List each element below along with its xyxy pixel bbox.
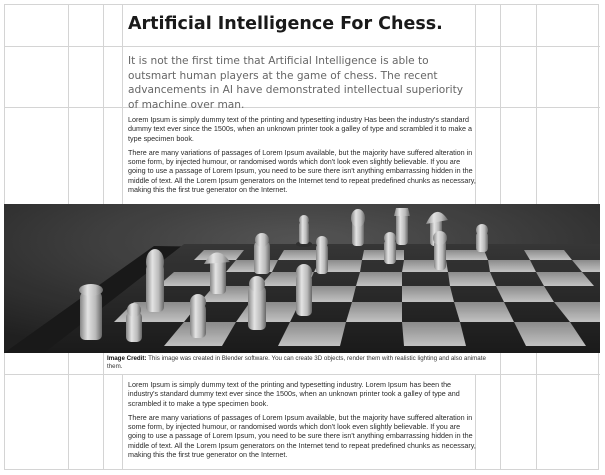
body-paragraph: There are many variations of passages of Lorem Ipsum available, but the majority have suffered alteration in some form, by injected humour, or randomised words which don't look even slightly believable. If you are going to use a passage of Lorem Ipsum, you need to be sure there isn't anything embarrassing hidden in the middle of text. All the Lorem Ipsum generators on the Internet tend to repeat predefined chunks as necessary, making this the first true generator on the Internet. bbox=[128, 412, 476, 460]
grid-line bbox=[536, 353, 537, 470]
grid-line bbox=[4, 46, 600, 47]
grid-line bbox=[68, 353, 69, 470]
caption-text: This image was created in Blender software. You can create 3D objects, render them with realistic lighting and also animate them. bbox=[107, 355, 486, 370]
caption-label: Image Credit: bbox=[107, 355, 147, 362]
grid-line bbox=[536, 4, 537, 204]
body-paragraph: Lorem Ipsum is simply dummy text of the printing and typesetting industry Has been the industry's standard dummy text ever since the 1500s, when an unknown printer took a galley of type and scrambled it to make a type specimen book. bbox=[128, 115, 472, 143]
body-section-2 bbox=[128, 380, 478, 464]
grid-line bbox=[500, 353, 501, 470]
grid-line bbox=[4, 374, 600, 375]
page-title: Artificial Intelligence For Chess. bbox=[128, 14, 443, 34]
chess-board-image bbox=[4, 204, 600, 353]
body-section-1 bbox=[128, 115, 478, 199]
body-paragraph: Lorem Ipsum is simply dummy text of the printing and typesetting industry. Lorem Ipsum has been the industry's standard dummy text ever since the 1500s, when an unknown printer took a galley of type and scrambled it to make a type specimen book. bbox=[128, 380, 460, 408]
grid-line bbox=[122, 4, 123, 204]
chess-scene-icon bbox=[4, 204, 600, 353]
grid-line bbox=[103, 4, 104, 204]
grid-line bbox=[103, 353, 104, 470]
image-caption bbox=[107, 355, 493, 371]
grid-line bbox=[122, 374, 123, 470]
grid-line bbox=[68, 4, 69, 204]
grid-line bbox=[500, 4, 501, 204]
body-paragraph: There are many variations of passages of Lorem Ipsum available, but the majority have suffered alteration in some form, by injected humour, or randomised words which don't look even slightly believable. If you are going to use a passage of Lorem Ipsum, you need to be sure there isn't anything embarrassing hidden in the middle of text. All the Lorem Ipsum generators on the Internet tend to repeat predefined chunks as necessary, making this the first true generator on the Internet. bbox=[128, 147, 476, 195]
intro-paragraph: It is not the first time that Artificial Intelligence is able to outsmart human players at the game of chess. The recent advancements in AI have demonstrated intellectual superiority of machine over man. bbox=[128, 55, 463, 111]
